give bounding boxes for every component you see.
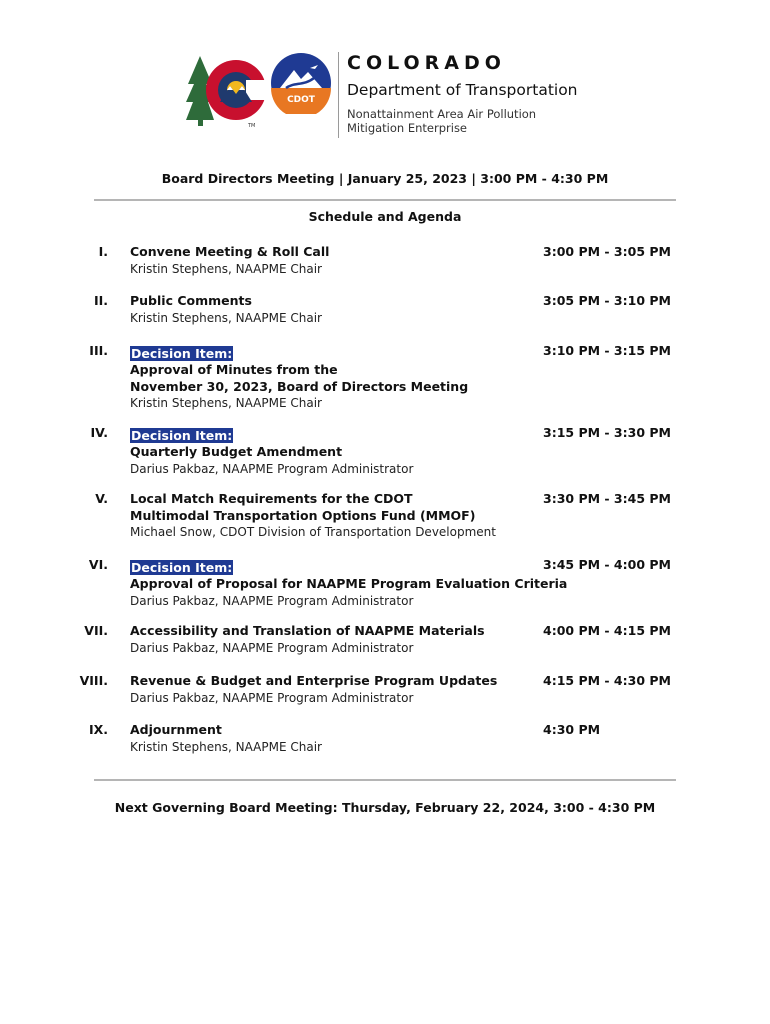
agenda-item-title-continued: Multimodal Transportation Options Fund (MMOF) (130, 507, 476, 523)
agenda-item-number: VIII. (79, 673, 108, 688)
agenda-item-title: Quarterly Budget Amendment (130, 444, 343, 459)
agenda-item-title: Approval of Proposal for NAAPME Program Evaluation Criteria (130, 576, 568, 591)
agenda-item-title: Convene Meeting & Roll Call (130, 244, 330, 259)
agenda-item-number: IX. (88, 722, 108, 737)
agenda-item-title: Accessibility and Translation of NAAPME Materials (130, 623, 485, 638)
agenda-item-number: I. (98, 244, 108, 259)
decision-item-label: Decision Item: (131, 346, 233, 361)
agenda-item-number: VI. (88, 557, 108, 572)
schedule-title: Schedule and Agenda (308, 209, 462, 224)
next-meeting-notice: Next Governing Board Meeting: Thursday, February 22, 2024, 3:00 - 4:30 PM (114, 800, 656, 815)
agenda-item-time: 3:30 PM - 3:45 PM (543, 491, 671, 506)
agenda-item-number: VII. (84, 623, 108, 638)
agenda-item-number: V. (95, 491, 108, 506)
meeting-title: Board Directors Meeting | January 25, 2023 | 3:00 PM - 4:30 PM (161, 171, 609, 186)
agenda-item-presenter: Darius Pakbaz, NAAPME Program Administrator (130, 461, 414, 476)
agenda-item-title: Revenue & Budget and Enterprise Program Updates (130, 673, 498, 688)
agenda-item-title-continued: November 30, 2023, Board of Directors Meeting (130, 378, 469, 394)
agenda-item-title: Approval of Minutes from the (130, 362, 338, 377)
agenda-item-presenter: Darius Pakbaz, NAAPME Program Administrator (130, 690, 414, 705)
agenda-item-time: 3:10 PM - 3:15 PM (543, 343, 671, 358)
agenda-item-time: 3:00 PM - 3:05 PM (543, 244, 671, 259)
enterprise-name-line1: Nonattainment Area Air Pollution (347, 107, 537, 121)
agenda-item-time: 4:00 PM - 4:15 PM (543, 623, 671, 638)
agenda-item-number: II. (93, 293, 108, 308)
agenda-item-time: 3:45 PM - 4:00 PM (543, 557, 671, 572)
agenda-item-time: 4:30 PM (543, 722, 601, 737)
agenda-item-number: IV. (90, 425, 108, 440)
bottom-divider (94, 779, 676, 781)
agenda-item-time: 3:15 PM - 3:30 PM (543, 425, 671, 440)
agenda-item-presenter: Kristin Stephens, NAAPME Chair (130, 739, 322, 754)
agenda-item-number: III. (89, 343, 108, 358)
agenda-item-presenter: Kristin Stephens, NAAPME Chair (130, 396, 322, 410)
agenda-item-presenter: Michael Snow, CDOT Division of Transportation Development (130, 525, 496, 539)
department-name: Department of Transportation (347, 81, 578, 99)
agenda-item-title: Local Match Requirements for the CDOT (130, 491, 413, 506)
agenda-item-presenter: Darius Pakbaz, NAAPME Program Administrator (130, 593, 414, 608)
enterprise-name-line2: Mitigation Enterprise (347, 121, 468, 135)
agenda-item-title: Adjournment (130, 722, 222, 737)
state-name: COLORADO (347, 52, 506, 74)
agenda-item-presenter: Kristin Stephens, NAAPME Chair (130, 310, 322, 325)
agenda-item-time: 3:05 PM - 3:10 PM (543, 293, 671, 308)
cdot-logo-text: CDOT (287, 95, 315, 105)
agenda-item-time: 4:15 PM - 4:30 PM (543, 673, 671, 688)
decision-item-label: Decision Item: (131, 428, 233, 443)
trademark-mark: TM (248, 123, 256, 128)
agenda-item-presenter: Kristin Stephens, NAAPME Chair (130, 261, 322, 276)
decision-item-label: Decision Item: (131, 560, 233, 575)
agenda-item-title: Public Comments (130, 293, 252, 308)
agenda-item-presenter: Darius Pakbaz, NAAPME Program Administrator (130, 640, 414, 655)
